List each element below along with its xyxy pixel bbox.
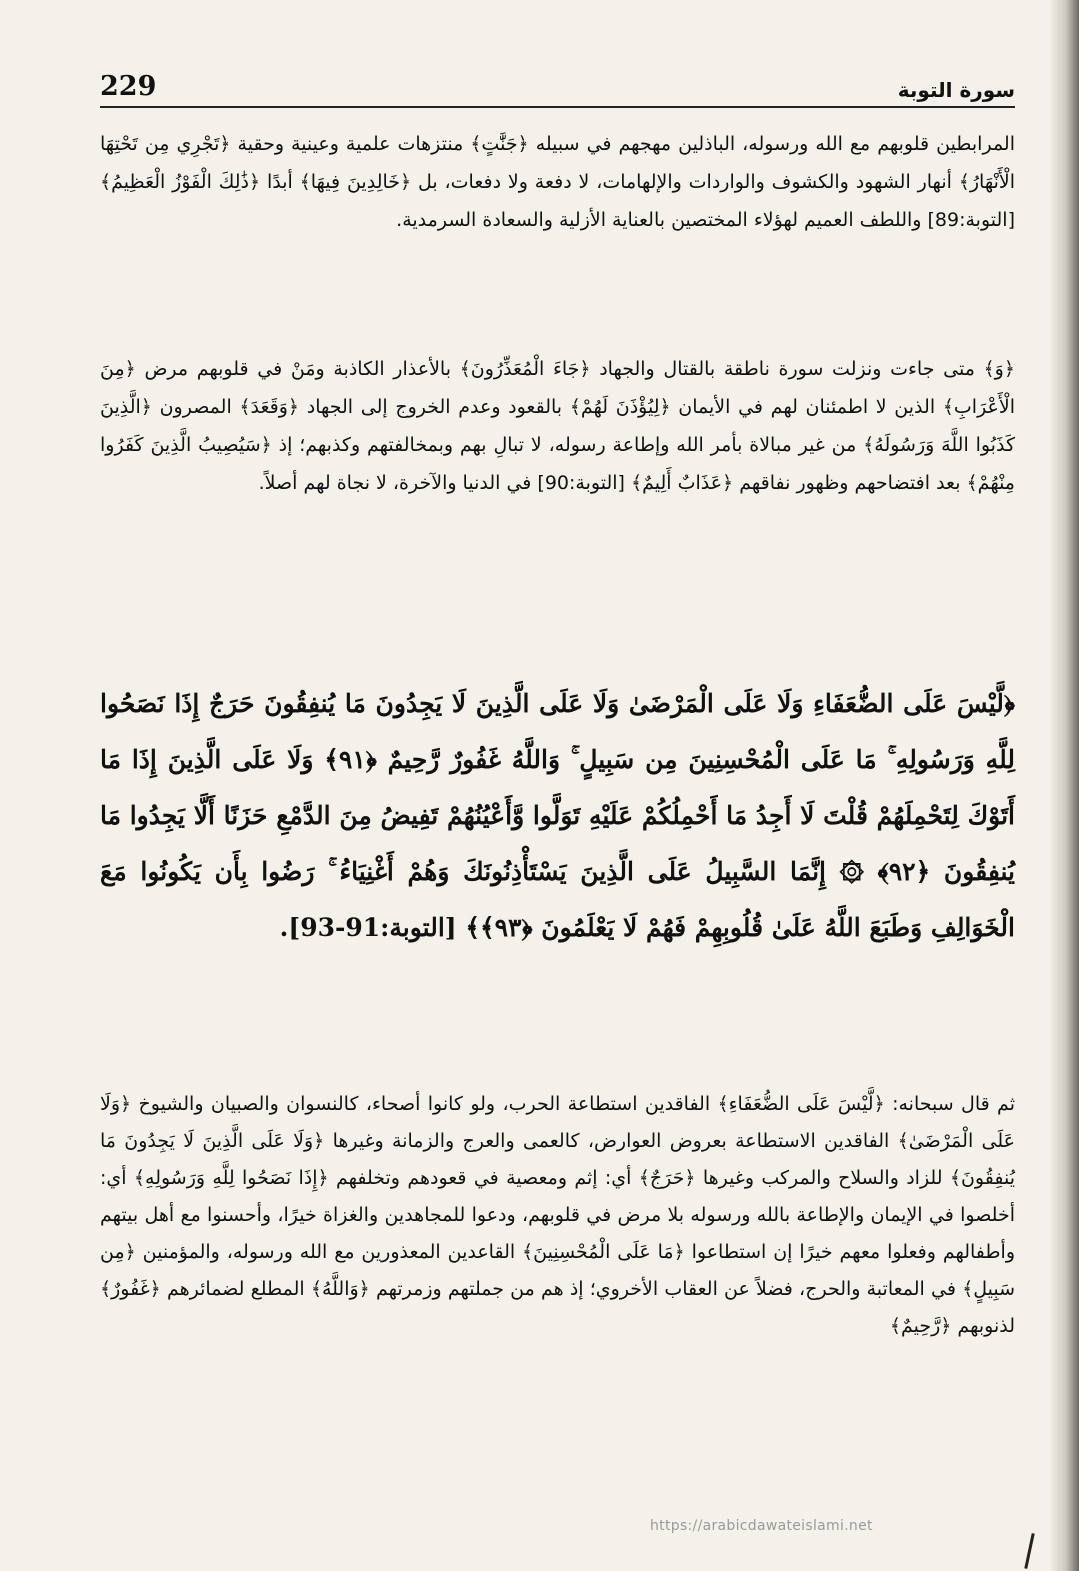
tafsir-paragraph-3: ثم قال سبحانه: ﴿لَّيْسَ عَلَى الضُّعَفَاءِ﴾ الفاقدين استطاعة الحرب، ولو كانوا أصحاء، كالنسوان والصبيان والشيوخ ﴿وَلَا عَلَى الْمَرْضَىٰ﴾ الفاقدين الاستطاعة بعروض العوارض، كالعمى والعرج والزمانة وغيرها ﴿وَلَا عَلَى الَّذِينَ لَا يَجِدُونَ مَا يُنفِقُونَ﴾ للزاد والسلاح والمركب وغيرها ﴿حَرَجٌ﴾ أي: إثم ومعصية في قعودهم وتخلفهم ﴿إِذَا نَصَحُوا لِلَّهِ وَرَسُولِهِ﴾ أي: أخلصوا في الإيمان والإطاعة بالله ورسوله بلا مرض في قلوبهم، ودعوا للمجاهدين والغزاة خيرًا، وأحسنوا مع أهل بيتهم وأطفالهم وفعلوا معهم خيرًا إن استطاعوا ﴿مَا عَلَى الْمُحْسِنِينَ﴾ القاعدين المعذورين مع الله ورسوله، والمؤمنين ﴿مِن سَبِيلٍ﴾ في المعاتبة والحرج، فضلاً عن العقاب الأخروي؛ إذ هم من جملتهم وزمرتهم ﴿وَاللَّهُ﴾ المطلع لضمائرهم ﴿غَفُورٌ﴾ لذنوبهم ﴿رَّحِيمٌ﴾ (100, 1093, 1015, 1337)
tafsir-paragraph-2: ﴿وَ﴾ متى جاءت ونزلت سورة ناطقة بالقتال والجهاد ﴿جَاءَ الْمُعَذِّرُونَ﴾ بالأعذار الكاذبة ومَنْ في قلوبهم مرض ﴿مِنَ الْأَعْرَابِ﴾ الذين لا اطمئنان لهم في الأيمان ﴿لِيُؤْذَنَ لَهُمْ﴾ بالقعود وعدم الخروج إلى الجهاد ﴿وَقَعَدَ﴾ المصرون ﴿الَّذِينَ كَذَبُوا اللَّهَ وَرَسُولَهُ﴾ من غير مبالاة بأمر الله وإطاعة رسوله، لا تبالِ بهم وبمخالفتهم وكذبهم؛ إذ ﴿سَيُصِيبُ الَّذِينَ كَفَرُوا مِنْهُمْ﴾ بعد افتضاحهم وظهور نفاقهم ﴿عَذَابٌ أَلِيمٌ﴾ [التوبة:90] في الدنيا والآخرة، لا نجاة لهم أصلاً. (100, 358, 1015, 494)
page-header (100, 58, 1015, 102)
surah-title: سورة التوبة (897, 78, 1015, 102)
quran-verse-block: ﴿لَّيْسَ عَلَى الضُّعَفَاءِ وَلَا عَلَى الْمَرْضَىٰ وَلَا عَلَى الَّذِينَ لَا يَجِدُونَ مَا يُنفِقُونَ حَرَجٌ إِذَا نَصَحُوا لِلَّهِ وَرَسُولِهِ ۚ مَا عَلَى الْمُحْسِنِينَ مِن سَبِيلٍ ۚ وَاللَّهُ غَفُورٌ رَّحِيمٌ ﴿٩١﴾ وَلَا عَلَى الَّذِينَ إِذَا مَا أَتَوْكَ لِتَحْمِلَهُمْ قُلْتَ لَا أَجِدُ مَا أَحْمِلُكُمْ عَلَيْهِ تَوَلَّوا وَّأَعْيُنُهُمْ تَفِيضُ مِنَ الدَّمْعِ حَزَنًا أَلَّا يَجِدُوا مَا يُنفِقُونَ ﴿٩٢﴾ ۞ إِنَّمَا السَّبِيلُ عَلَى الَّذِينَ يَسْتَأْذِنُونَكَ وَهُمْ أَغْنِيَاءُ ۚ رَضُوا بِأَن يَكُونُوا مَعَ الْخَوَالِفِ وَطَبَعَ اللَّهُ عَلَىٰ قُلُوبِهِمْ فَهُمْ لَا يَعْلَمُونَ ﴿٩٣﴾﴾ [التوبة:91-93]. (100, 689, 1015, 942)
scan-shadow-edge (1049, 0, 1079, 1571)
watermark-url: https://arabicdawateislami.net (650, 1518, 873, 1534)
header-rule (100, 106, 1015, 108)
tafsir-paragraph-1: المرابطين قلوبهم مع الله ورسوله، الباذلين مهجهم في سبيله ﴿جَنَّٰتٍ﴾ منتزهات علمية وعينية وحقية ﴿تَجْرِي مِن تَحْتِهَا الْأَنْهَارُ﴾ أنهار الشهود والكشوف والواردات والإلهامات، لا دفعة ولا دفعات، بل ﴿خَالِدِينَ فِيهَا﴾ أبدًا ﴿ذَٰلِكَ الْفَوْزُ الْعَظِيمُ﴾ [التوبة:89] واللطف العميم لهؤلاء المختصين بالعناية الأزلية والسعادة السرمدية. (100, 133, 1015, 231)
scan-mark (1024, 1533, 1034, 1569)
page-number: 229 (100, 71, 157, 102)
